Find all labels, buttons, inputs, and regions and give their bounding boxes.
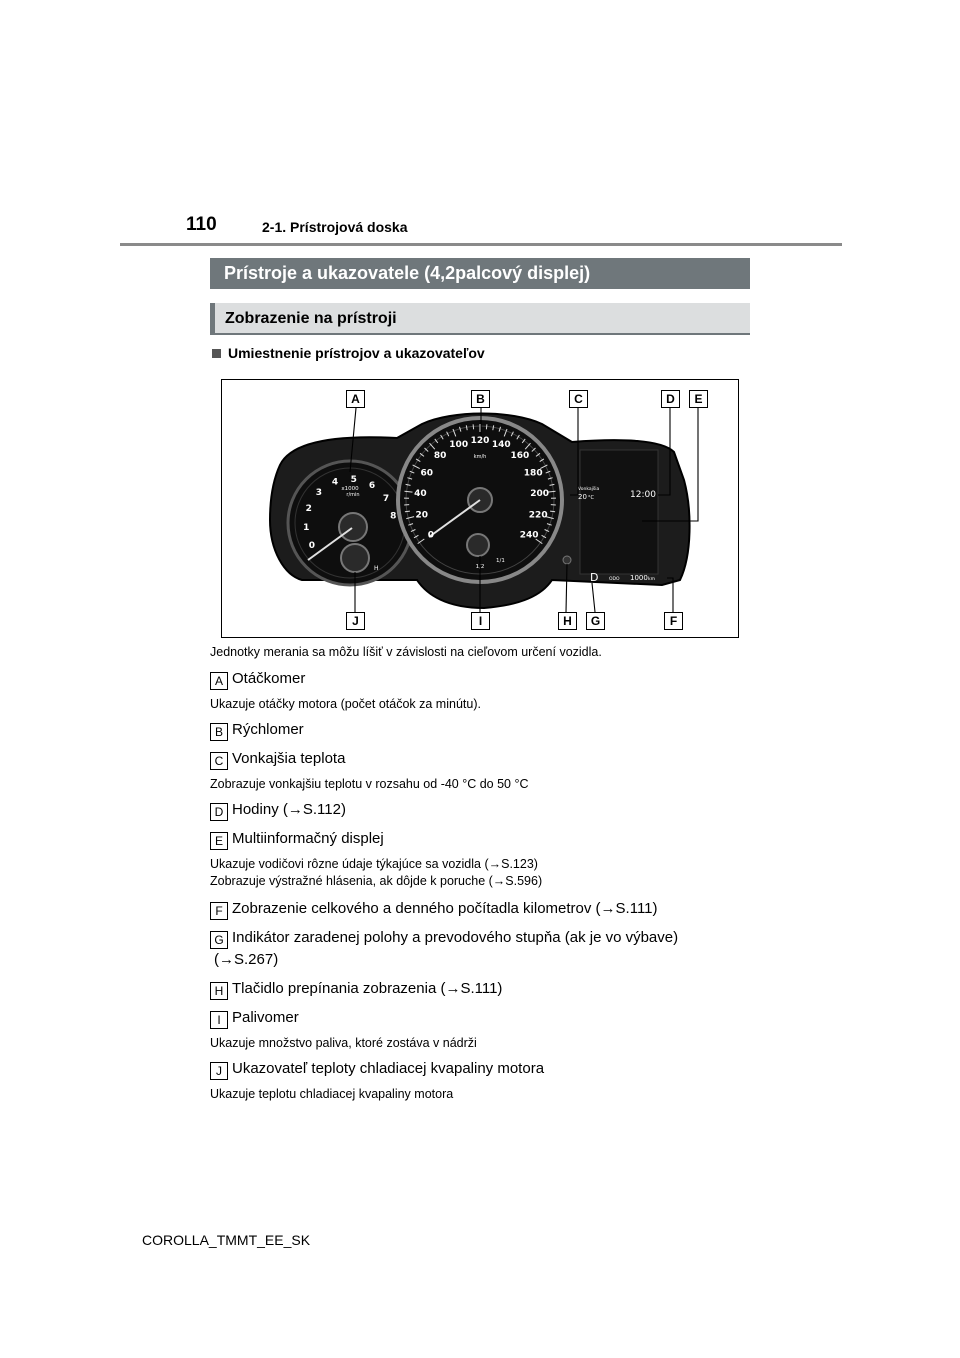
callout-j: J bbox=[346, 612, 365, 630]
odo-unit: km bbox=[648, 577, 655, 582]
badge-d: D bbox=[210, 803, 228, 821]
item-a bbox=[210, 669, 305, 690]
badge-a: A bbox=[210, 672, 228, 690]
badge-h: H bbox=[210, 982, 228, 1000]
item-e-desc-1: Ukazuje vodičovi rôzne údaje týkajúce sa vozidla (→S.123) bbox=[210, 857, 538, 871]
speed-tick bbox=[473, 424, 474, 429]
rpm-label: 6 bbox=[368, 480, 376, 491]
item-b-title: Rýchlomer bbox=[232, 721, 304, 738]
outside-temp-value: 20 bbox=[578, 493, 587, 501]
speed-label: 120 bbox=[470, 436, 490, 446]
odo-label: ODO bbox=[609, 577, 620, 582]
item-j bbox=[210, 1059, 544, 1080]
item-c bbox=[210, 749, 345, 770]
callout-f: F bbox=[664, 612, 683, 630]
item-b bbox=[210, 720, 304, 741]
speed-label: 0 bbox=[427, 530, 435, 541]
speed-label: 180 bbox=[523, 468, 543, 479]
item-i bbox=[210, 1008, 299, 1029]
item-c-title: Vonkajšia teplota bbox=[232, 750, 346, 767]
item-i-desc: Ukazuje množstvo paliva, ktoré zostáva v nádrži bbox=[210, 1036, 477, 1050]
rpm-label: 2 bbox=[305, 504, 312, 514]
item-h bbox=[210, 979, 502, 1000]
speed-label: 80 bbox=[433, 451, 447, 462]
fuel-half-label: 1/2 bbox=[475, 564, 485, 570]
callout-c: C bbox=[569, 390, 588, 408]
outside-temp-label: Vonkajšia bbox=[578, 487, 600, 492]
fuel-knob bbox=[467, 534, 489, 556]
item-j-desc: Ukazuje teplotu chladiacej kvapaliny motora bbox=[210, 1087, 454, 1101]
units-note: Jednotky merania sa môžu líšiť v závislosti na cieľovom určení vozidla. bbox=[210, 645, 602, 659]
badge-j: J bbox=[210, 1062, 228, 1080]
item-c-desc: Zobrazuje vonkajšiu teplotu v rozsahu od -40 °C do 50 °C bbox=[210, 777, 529, 791]
rpm-label: 1 bbox=[303, 522, 310, 533]
badge-e: E bbox=[210, 832, 228, 850]
clock-display: 12:00 bbox=[630, 490, 656, 500]
callout-a: A bbox=[346, 390, 365, 408]
rpm-label: 3 bbox=[315, 487, 323, 498]
callout-h: H bbox=[558, 612, 577, 630]
item-e-title: Multiinformačný displej bbox=[232, 830, 384, 847]
temperature-knob bbox=[341, 544, 369, 572]
gear-indicator: D bbox=[590, 571, 599, 584]
rpm-unit: x1000 bbox=[341, 486, 359, 492]
speed-label: 160 bbox=[510, 451, 530, 462]
section-heading: 2-1. Prístrojová doska bbox=[262, 219, 408, 235]
speed-label: 200 bbox=[530, 489, 549, 499]
bullet-heading bbox=[212, 345, 485, 361]
speed-tick bbox=[550, 511, 555, 512]
item-g-title: Indikátor zaradenej polohy a prevodového stupňa (ak je vo výbave) bbox=[232, 929, 679, 946]
speed-tick bbox=[405, 511, 410, 512]
callout-i: I bbox=[471, 612, 490, 630]
item-g-ref: (→S.267) bbox=[214, 951, 279, 968]
outside-temp-unit: °C bbox=[588, 495, 594, 501]
multi-information-display bbox=[580, 450, 658, 574]
fuel-full-label: 1/1 bbox=[496, 558, 505, 564]
speed-label: 100 bbox=[449, 439, 469, 450]
callout-d: D bbox=[661, 390, 680, 408]
callout-e: E bbox=[689, 390, 708, 408]
item-d bbox=[210, 800, 346, 821]
page-title: Prístroje a ukazovatele (4,2palcový displej) bbox=[210, 258, 750, 289]
tachometer-knob bbox=[339, 513, 367, 541]
speed-label: 240 bbox=[519, 530, 539, 541]
badge-f: F bbox=[210, 902, 228, 920]
header-rule bbox=[120, 243, 842, 246]
item-j-title: Ukazovateľ teploty chladiacej kvapaliny motora bbox=[232, 1060, 545, 1077]
item-e-desc-2: Zobrazuje výstražné hlásenia, ak dôjde k poruche (→S.596) bbox=[210, 874, 543, 888]
rpm-unit-2: r/min bbox=[346, 492, 360, 498]
rpm-label: 5 bbox=[350, 475, 357, 486]
item-f-title: Zobrazenie celkového a denného počítadla kilometrov (→S.111) bbox=[232, 900, 658, 917]
speed-label: 40 bbox=[414, 489, 427, 499]
page-number: 110 bbox=[186, 214, 217, 235]
subsection-title: Zobrazenie na prístroji bbox=[210, 303, 750, 335]
footer-code: COROLLA_TMMT_EE_SK bbox=[142, 1232, 311, 1248]
instrument-cluster-figure bbox=[221, 379, 739, 638]
bullet-square-icon bbox=[212, 349, 221, 358]
item-d-title: Hodiny (→S.112) bbox=[232, 801, 346, 818]
item-h-title: Tlačidlo prepínania zobrazenia (→S.111) bbox=[232, 980, 503, 997]
item-g bbox=[210, 928, 678, 949]
bullet-heading-text: Umiestnenie prístrojov a ukazovateľov bbox=[228, 345, 485, 361]
rpm-label: 8 bbox=[390, 511, 397, 522]
speed-unit: km/h bbox=[473, 454, 487, 460]
rpm-label: 7 bbox=[382, 493, 390, 504]
odo-value: 1000 bbox=[630, 574, 648, 582]
item-a-desc: Ukazuje otáčky motora (počet otáčok za minútu). bbox=[210, 697, 481, 711]
temp-hot-label: H bbox=[374, 565, 379, 572]
badge-b: B bbox=[210, 723, 228, 741]
badge-i: I bbox=[210, 1011, 228, 1029]
callout-g: G bbox=[586, 612, 605, 630]
item-e bbox=[210, 829, 384, 850]
item-a-title: Otáčkomer bbox=[232, 670, 306, 687]
badge-g: G bbox=[210, 931, 228, 949]
rpm-label: 4 bbox=[331, 477, 339, 488]
instrument-cluster-illustration bbox=[222, 380, 740, 639]
display-switch-button bbox=[563, 556, 571, 564]
speed-label: 140 bbox=[491, 439, 511, 450]
speed-label: 220 bbox=[528, 510, 548, 521]
rpm-label: 0 bbox=[308, 541, 316, 551]
item-f bbox=[210, 899, 658, 920]
speed-tick bbox=[486, 424, 487, 429]
speed-label: 60 bbox=[420, 468, 434, 479]
item-i-title: Palivomer bbox=[232, 1009, 299, 1026]
callout-b: B bbox=[471, 390, 490, 408]
speed-label: 20 bbox=[415, 510, 429, 521]
badge-c: C bbox=[210, 752, 228, 770]
